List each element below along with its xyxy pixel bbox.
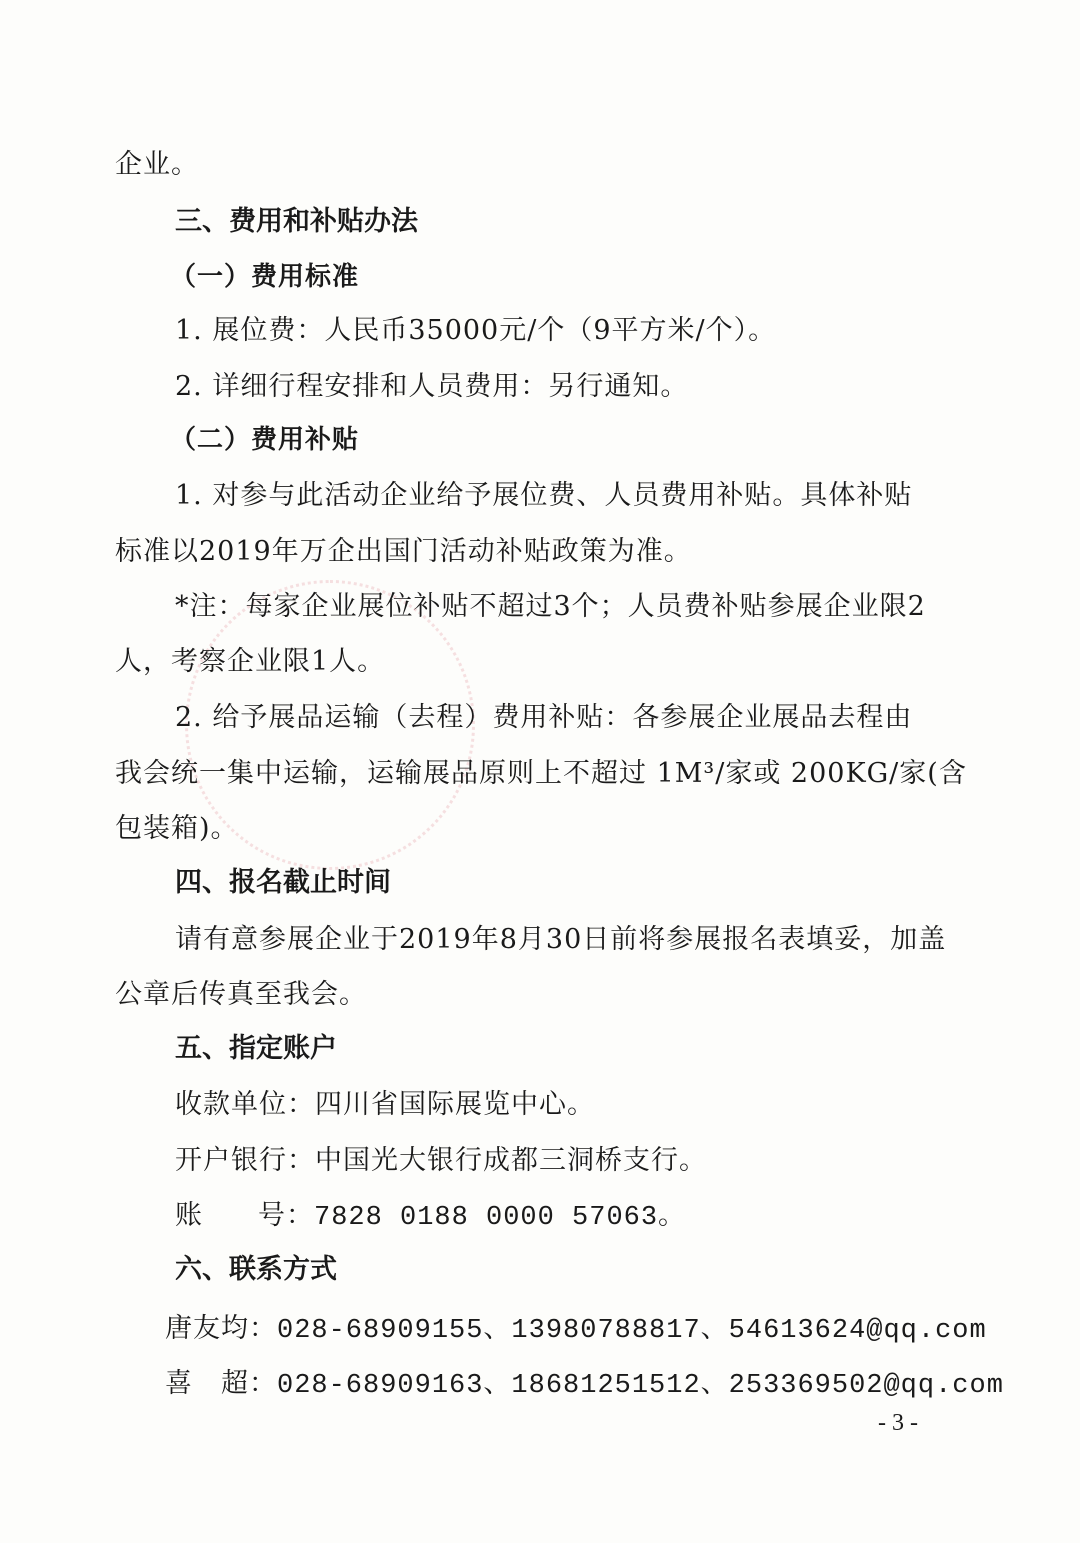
contact-row-1	[165, 1312, 987, 1348]
text-line-deadline-a: 请有意参展企业于2019年8月30日前将参展报名表填妥，加盖	[175, 924, 947, 955]
text-line-deadline-b: 公章后传真至我会。	[115, 979, 367, 1010]
text-line-subsidy-2c: 包装箱)。	[115, 813, 239, 844]
text-line-subsidy-2b: 我会统一集中运输，运输展品原则上不超过 1M³/家或 200KG/家(含	[115, 758, 967, 789]
page-number: - 3 -	[878, 1410, 918, 1436]
text-line-subsidy-2a: 2. 给予展品运输（去程）费用补贴：各参展企业展品去程由	[175, 702, 913, 733]
text-line: 企业。	[115, 149, 199, 180]
subsection-heading-fee-standard: （一）费用标准	[170, 262, 360, 292]
text-line-booth-fee: 1. 展位费：人民币35000元/个（9平方米/个）。	[175, 315, 777, 346]
section-heading-5: 五、指定账户	[175, 1033, 337, 1064]
account-label-char2: 号：	[258, 1200, 314, 1231]
section-heading-6: 六、联系方式	[175, 1254, 337, 1285]
text-line-subsidy-1a: 1. 对参与此活动企业给予展位费、人员费用补贴。具体补贴	[175, 480, 913, 511]
contact-name: 喜 超：	[165, 1368, 277, 1399]
account-number: 7828 0188 0000 57063。	[314, 1203, 687, 1233]
account-label-char1: 账	[175, 1200, 203, 1231]
text-line-note-a: *注：每家企业展位补贴不超过3个；人员费补贴参展企业限2	[175, 591, 926, 622]
text-line-itinerary: 2. 详细行程安排和人员费用：另行通知。	[175, 371, 689, 402]
section-heading-4: 四、报名截止时间	[175, 867, 391, 898]
text-line-bank: 开户银行：中国光大银行成都三洞桥支行。	[175, 1145, 707, 1176]
section-heading-3: 三、费用和补贴办法	[175, 206, 418, 237]
subsection-heading-subsidy: （二）费用补贴	[170, 425, 360, 455]
text-line-note-b: 人，考察企业限1人。	[115, 646, 386, 677]
contact-row-2	[165, 1367, 1004, 1403]
contact-info: 028-68909155、13980788817、54613624@qq.com	[277, 1316, 987, 1346]
contact-name: 唐友均：	[165, 1313, 277, 1344]
text-line-account	[175, 1199, 686, 1235]
text-line-subsidy-1b: 标准以2019年万企出国门活动补贴政策为准。	[115, 536, 692, 567]
text-line-payee: 收款单位：四川省国际展览中心。	[175, 1089, 595, 1120]
contact-info: 028-68909163、18681251512、253369502@qq.com	[277, 1371, 1004, 1401]
